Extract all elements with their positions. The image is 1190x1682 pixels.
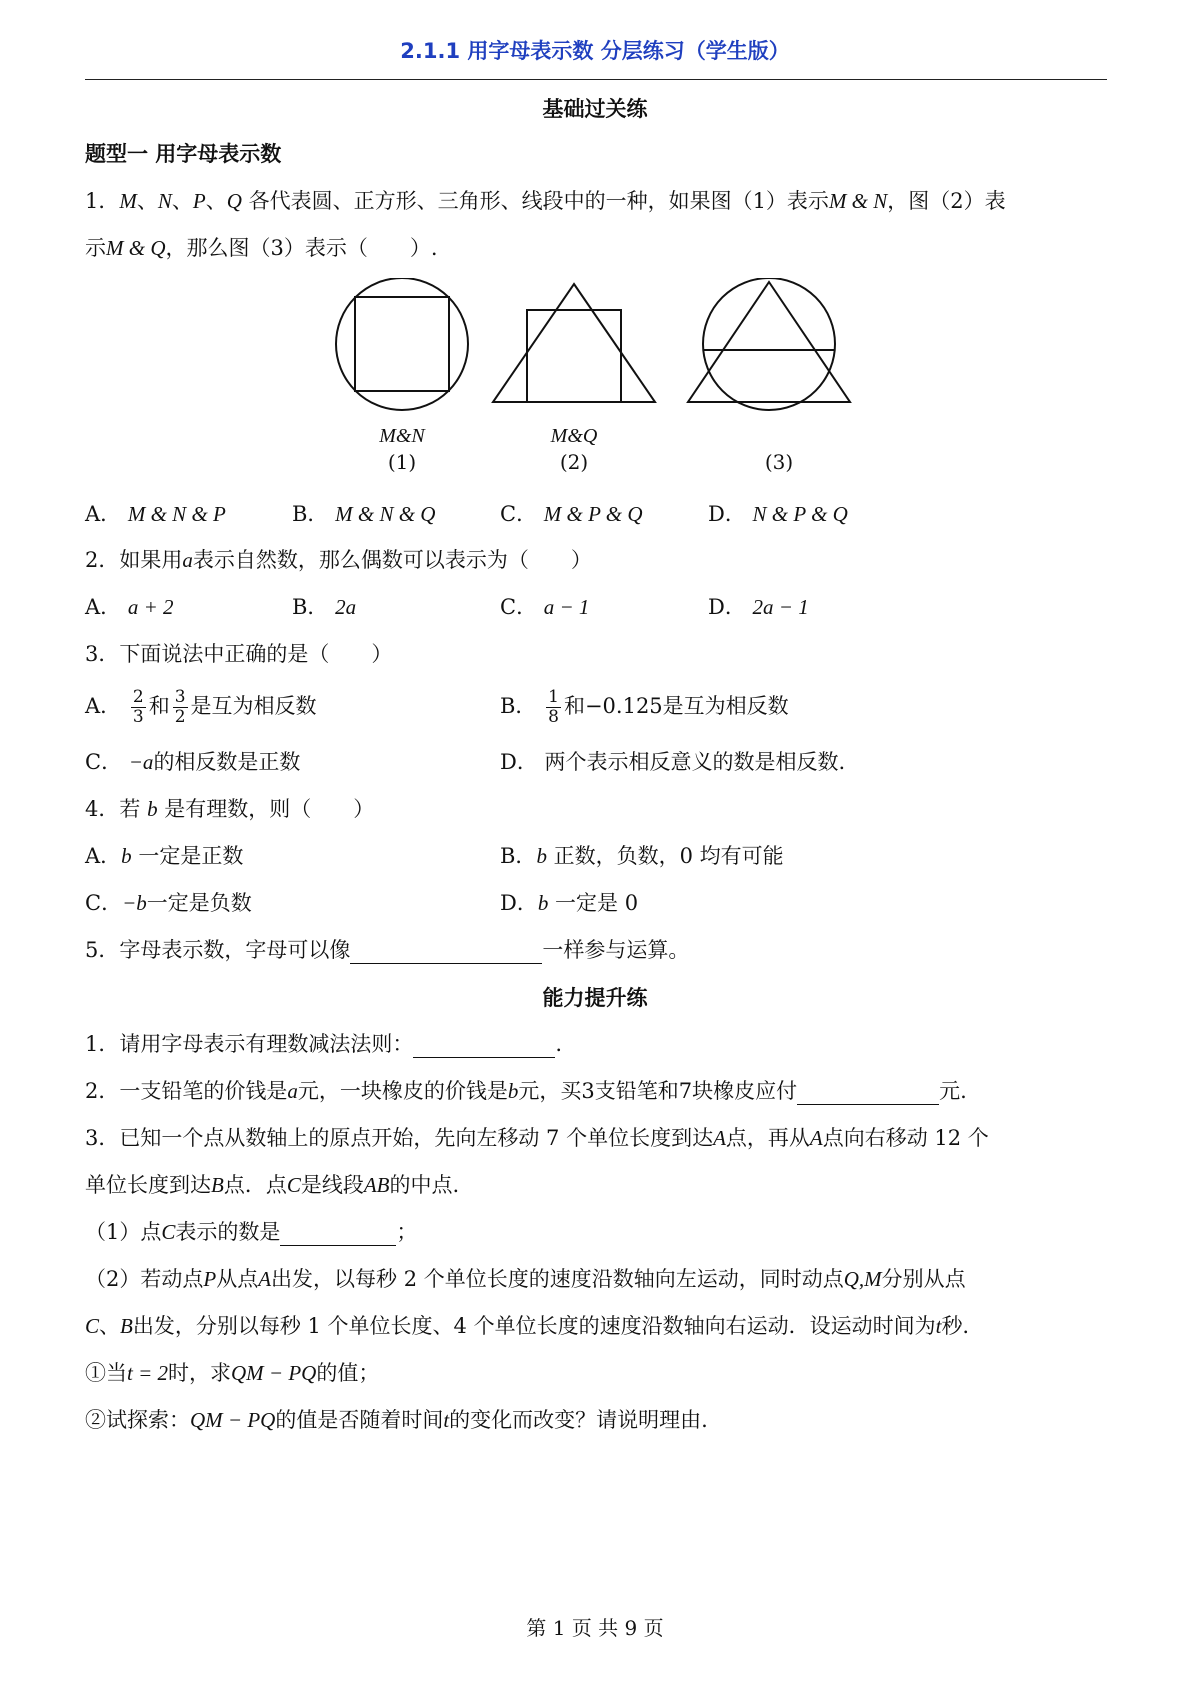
q3-stem: 3．下面说法中正确的是（ ） <box>85 642 393 666</box>
q1-line1: 1．M、N、P、Q 各代表圆、正方形、三角形、线段中的一种，如果图（1）表示M & N，图（2）表 <box>85 189 1006 213</box>
q3-option-c: C． −a的相反数是正数 <box>85 750 301 774</box>
q4-option-b: B．b 正数，负数，0 均有可能 <box>500 844 784 868</box>
q1-line2: 示M & Q，那么图（3）表示（ ）. <box>85 236 438 260</box>
q1-figures <box>320 278 860 418</box>
q5-stem: 5．字母表示数，字母可以像 一样参与运算。 <box>85 938 690 962</box>
q2-option-d: D． 2a − 1 <box>708 595 809 619</box>
adv-q3-sub2: ②试探索：QM − PQ的值是否随着时间t的变化而改变？请说明理由. <box>85 1408 708 1432</box>
q2-option-c: C． a − 1 <box>500 595 590 619</box>
q1-option-a: A． M & N & P <box>85 502 226 526</box>
page-footer: 第 1 页 共 9 页 <box>526 1616 664 1640</box>
page-title: 2.1.1 用字母表示数 分层练习（学生版） <box>400 39 790 63</box>
figure-3-number: (3) <box>764 450 794 474</box>
fraction-1-8: $\frac{1}{8}$ <box>548 687 559 727</box>
q5-answer-blank[interactable] <box>350 941 542 964</box>
q2-stem: 2．如果用a表示自然数，那么偶数可以表示为（ ） <box>85 548 592 572</box>
q2-option-a: A． a + 2 <box>85 595 174 619</box>
figure-3-circle-triangle-line <box>688 278 850 410</box>
adv-q3-line2: 单位长度到达B点．点C是线段AB的中点. <box>85 1173 460 1197</box>
adv-q2: 2．一支铅笔的价钱是a元，一块橡皮的价钱是b元，买3支铅笔和7块橡皮应付 元. <box>85 1079 967 1103</box>
q4-stem: 4．若 b 是有理数，则（ ） <box>85 797 375 821</box>
fraction-2-3: $\frac{2}{3}$ <box>132 687 144 727</box>
q1-option-d: D． N & P & Q <box>708 502 848 526</box>
adv-q3-part2-line1: （2）若动点P从点A出发，以每秒 2 个单位长度的速度沿数轴向左运动，同时动点Q,M分别从点 <box>85 1267 966 1291</box>
figure-2-triangle-square <box>493 284 655 402</box>
q4-option-c: C．−b一定是负数 <box>85 891 252 915</box>
figure-2-number: (2) <box>559 450 589 474</box>
q3-option-b: B． $\frac{1}{8}$ 和−0.125是互为相反数 <box>500 687 789 727</box>
adv-q3-part2-line2: C、B出发，分别以每秒 1 个单位长度、4 个单位长度的速度沿数轴向右运动．设运动时间为t秒. <box>85 1314 970 1338</box>
adv-q3-part1-answer-blank[interactable] <box>280 1223 396 1246</box>
adv-q1: 1．请用字母表示有理数减法法则： . <box>85 1032 563 1056</box>
figure-2-name: M&Q <box>550 425 598 447</box>
q4-option-a: A．b 一定是正数 <box>85 844 244 868</box>
figure-1-circle-square <box>336 278 468 410</box>
adv-q3-sub1: ①当t = 2时，求QM − PQ的值； <box>85 1361 380 1385</box>
q3-option-d: D． 两个表示相反意义的数是相反数. <box>500 750 846 774</box>
q2-option-b: B． 2a <box>292 595 357 619</box>
adv-q3-part1: （1）点C表示的数是 ； <box>85 1220 418 1244</box>
q1-option-c: C． M & P & Q <box>500 502 643 526</box>
section-advanced-title: 能力提升练 <box>542 986 648 1010</box>
figure-1-name: M&N <box>379 425 425 447</box>
q3-option-a: A． $\frac{2}{3}$ 和 $\frac{3}{2}$ 是互为相反数 <box>85 687 317 727</box>
figure-1-number: (1) <box>387 450 417 474</box>
question-type-title: 题型一 用字母表示数 <box>85 142 282 166</box>
q1-option-b: B． M & N & Q <box>292 502 436 526</box>
adv-q2-answer-blank[interactable] <box>797 1082 939 1105</box>
fraction-3-2: $\frac{3}{2}$ <box>174 687 186 727</box>
header-rule <box>85 79 1107 80</box>
q4-option-d: D．b 一定是 0 <box>500 891 639 915</box>
adv-q3-line1: 3．已知一个点从数轴上的原点开始，先向左移动 7 个单位长度到达A点，再从A点向右移动 12 个 <box>85 1126 989 1150</box>
section-basic-title: 基础过关练 <box>542 97 648 121</box>
adv-q1-answer-blank[interactable] <box>413 1035 555 1058</box>
